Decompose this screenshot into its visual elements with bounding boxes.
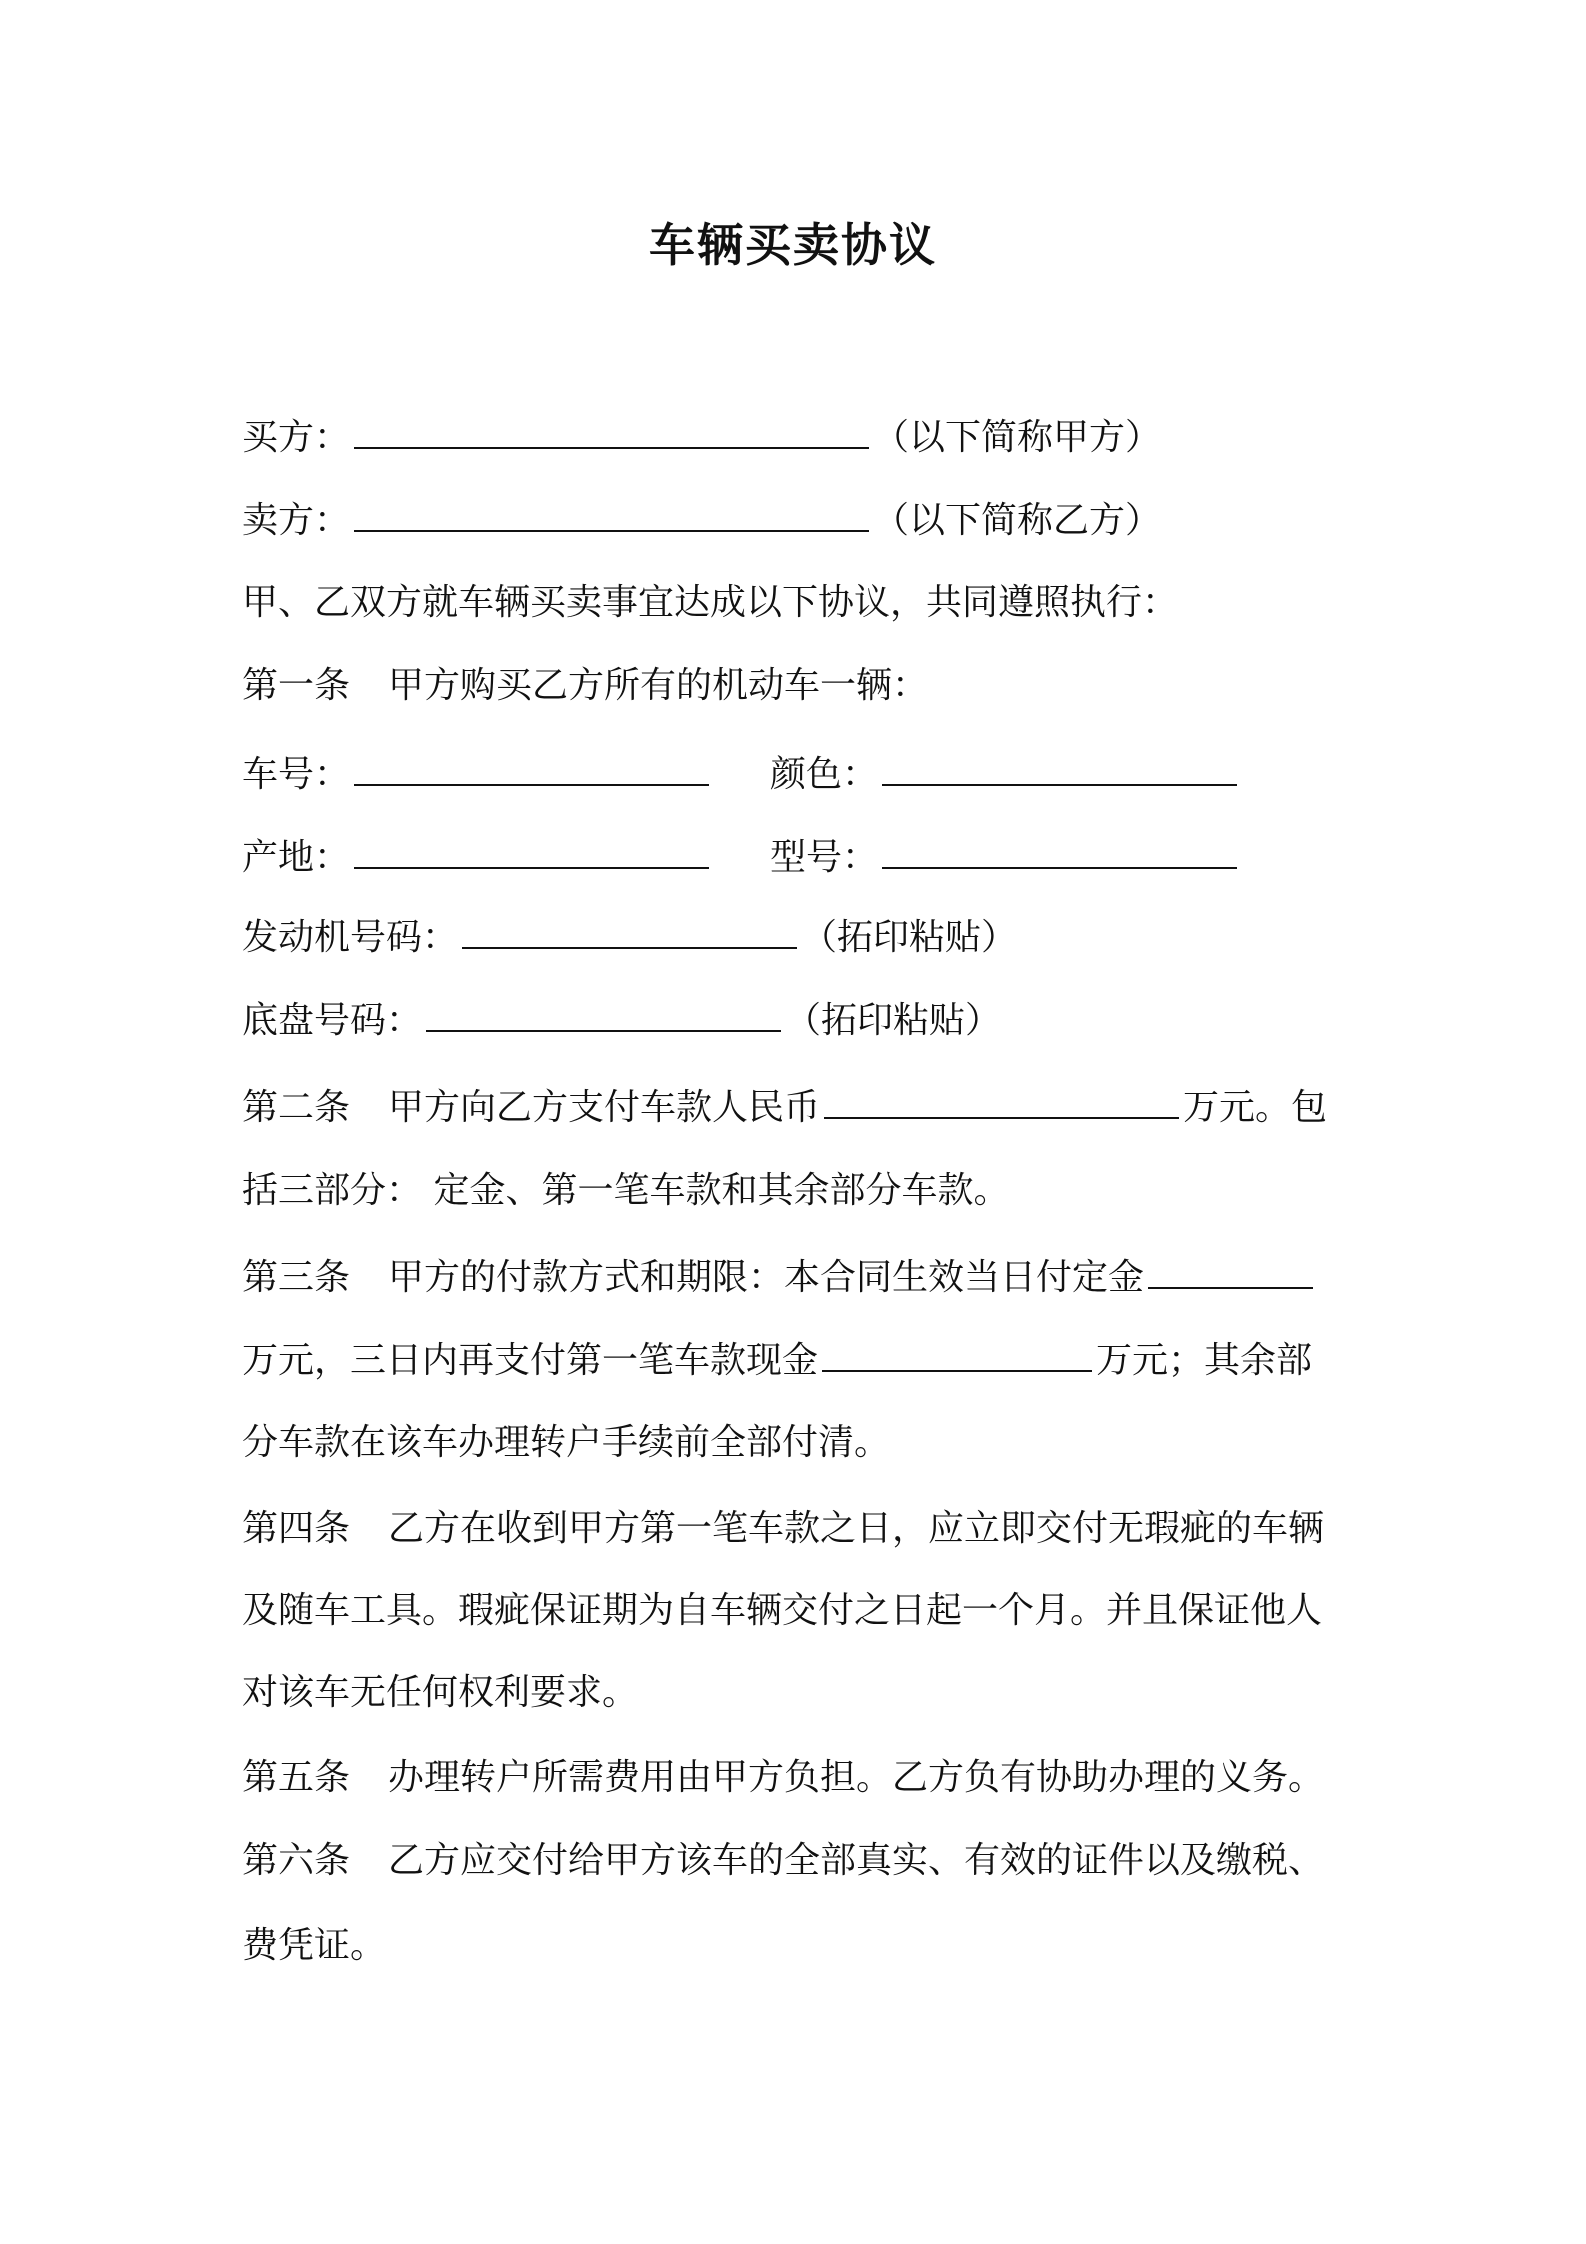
chassis-label: 底盘号码： — [242, 1000, 423, 1041]
article-3-line-2 — [242, 1335, 1312, 1387]
article-3-line — [242, 1252, 1317, 1304]
engine-blank[interactable] — [462, 913, 797, 949]
color-field — [770, 749, 1241, 801]
article-3-line-2-a: 万元，三日内再支付第一笔车款现金 — [242, 1340, 819, 1381]
deposit-blank[interactable] — [1148, 1253, 1313, 1289]
article-1-line — [242, 660, 928, 712]
engine-field — [242, 912, 1017, 964]
origin-label: 产地： — [242, 837, 351, 878]
article-4-line-3: 对该车无任何权利要求。 — [242, 1672, 639, 1713]
intro-line: 甲、乙双方就车辆买卖事宜达成以下协议，共同遵照执行： — [242, 582, 1179, 623]
article-5-text: 办理转户所需费用由甲方负担。乙方负有协助办理的义务。 — [388, 1757, 1325, 1798]
model-label: 型号： — [770, 837, 879, 878]
color-blank[interactable] — [882, 750, 1237, 786]
buyer-note: （以下简称甲方） — [873, 417, 1162, 458]
seller-blank[interactable] — [354, 496, 869, 532]
article-4-line — [242, 1503, 1324, 1555]
model-field — [770, 832, 1241, 884]
seller-line — [242, 495, 1161, 547]
chassis-note: （拓印粘贴） — [785, 1000, 1002, 1041]
article-2-line-2: 括三部分： 定金、第一笔车款和其余部分车款。 — [242, 1170, 1010, 1211]
article-5-number: 第五条 — [242, 1757, 351, 1798]
plate-field — [242, 749, 713, 801]
origin-field — [242, 832, 713, 884]
article-2-text-a: 甲方向乙方支付车款人民币 — [388, 1087, 821, 1128]
engine-label: 发动机号码： — [242, 917, 459, 958]
article-6-line-2: 费凭证。 — [242, 1925, 387, 1966]
article-6-line — [242, 1835, 1324, 1887]
article-3-number: 第三条 — [242, 1257, 351, 1298]
seller-label: 卖方： — [242, 500, 351, 541]
article-3-line-3: 分车款在该车办理转户手续前全部付清。 — [242, 1422, 891, 1463]
article-6-text: 乙方应交付给甲方该车的全部真实、有效的证件以及缴税、 — [388, 1840, 1325, 1881]
article-2-text-b: 万元。包 — [1183, 1087, 1328, 1128]
engine-note: （拓印粘贴） — [801, 917, 1018, 958]
article-4-number: 第四条 — [242, 1508, 351, 1549]
article-3-text-a: 甲方的付款方式和期限：本合同生效当日付定金 — [388, 1257, 1145, 1298]
origin-blank[interactable] — [354, 833, 709, 869]
article-2-line — [242, 1082, 1327, 1134]
article-4-text: 乙方在收到甲方第一笔车款之日，应立即交付无瑕疵的车辆 — [388, 1508, 1325, 1549]
article-5-line — [242, 1752, 1324, 1804]
price-blank[interactable] — [824, 1083, 1179, 1119]
document-title: 车辆买卖协议 — [649, 218, 937, 272]
article-1-text: 甲方购买乙方所有的机动车一辆： — [388, 665, 929, 706]
article-3-line-2-b: 万元；其余部 — [1096, 1340, 1313, 1381]
article-4-line-2: 及随车工具。瑕疵保证期为自车辆交付之日起一个月。并且保证他人 — [242, 1590, 1323, 1631]
article-1-number: 第一条 — [242, 665, 351, 706]
first-payment-blank[interactable] — [822, 1336, 1092, 1372]
buyer-line — [242, 412, 1161, 464]
seller-note: （以下简称乙方） — [873, 500, 1162, 541]
chassis-field — [242, 995, 1001, 1047]
color-label: 颜色： — [770, 754, 879, 795]
plate-blank[interactable] — [354, 750, 709, 786]
chassis-blank[interactable] — [426, 996, 781, 1032]
model-blank[interactable] — [882, 833, 1237, 869]
buyer-blank[interactable] — [354, 413, 869, 449]
buyer-label: 买方： — [242, 417, 351, 458]
article-2-number: 第二条 — [242, 1087, 351, 1128]
article-6-number: 第六条 — [242, 1840, 351, 1881]
plate-label: 车号： — [242, 754, 351, 795]
